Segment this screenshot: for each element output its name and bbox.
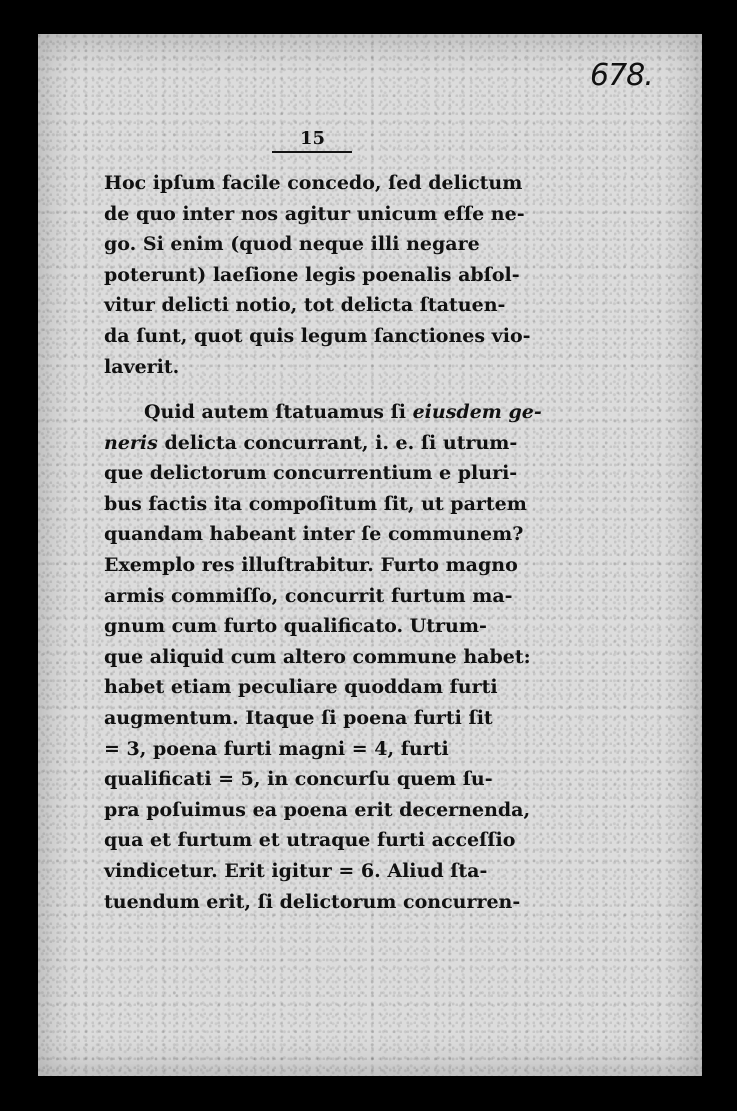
italic-text: neris [104,431,158,454]
text-line: gnum cum furto qualificato. Utrum- [104,615,487,638]
text-line: que delictorum concurrentium e pluri- [104,462,518,485]
text-span: delicta concurrant, i. e. ſi utrum- [157,431,518,454]
text-line: de quo inter nos agitur unicum eſſe ne- [104,202,525,225]
text-line: vindicetur. Erit igitur = 6. Aliud ſta- [104,859,488,882]
text-line: armis commiſſo, concurrit furtum ma- [104,584,513,607]
text-line: da ſunt, quot quis legum ſanctiones vio- [104,324,531,347]
text-line: bus factis ita compoſitum ſit, ut partem [104,492,527,515]
text-line: go. Si enim (quod neque illi negare [104,233,480,256]
text-line: quandam habeant inter ſe communem? [104,523,524,546]
text-line: Exemplo res illuſtrabitur. Furto magno [104,553,518,576]
page-number: 15 [300,128,326,149]
text-line: qua et furtum et utraque furti acceſſio [104,829,516,852]
text-line: = 3, poena furti magni = 4, furti [104,737,449,760]
text-line: Hoc ipſum facile concedo, ſed delictum [104,172,523,194]
paragraph-1 [104,168,554,382]
text-line: augmentum. Itaque ſi poena furti ſit [104,706,493,729]
text-line: tuendum erit, ſi delictorum concurren- [104,890,521,913]
text-line: que aliquid cum altero commune habet: [104,645,531,668]
text-line [104,428,554,459]
text-line: qualificati = 5, in concurſu quem ſu- [104,768,493,791]
handwritten-annotation: 678. [590,58,653,93]
text-line: vitur delicti notio, tot delicta ſtatuen- [104,294,506,317]
paragraph-2 [104,397,554,917]
italic-text: eiusdem ge- [412,401,542,423]
text-line [104,397,554,428]
text-line: poterunt) laeſione legis poenalis abſol- [104,263,520,286]
page-number-rule [272,151,352,153]
text-span: Quid autem ſtatuamus ſi [144,401,413,423]
text-line: laverit. [104,355,180,378]
text-line: habet etiam peculiare quoddam furti [104,676,498,699]
text-line: pra poſuimus ea poena erit decernenda, [104,798,531,821]
